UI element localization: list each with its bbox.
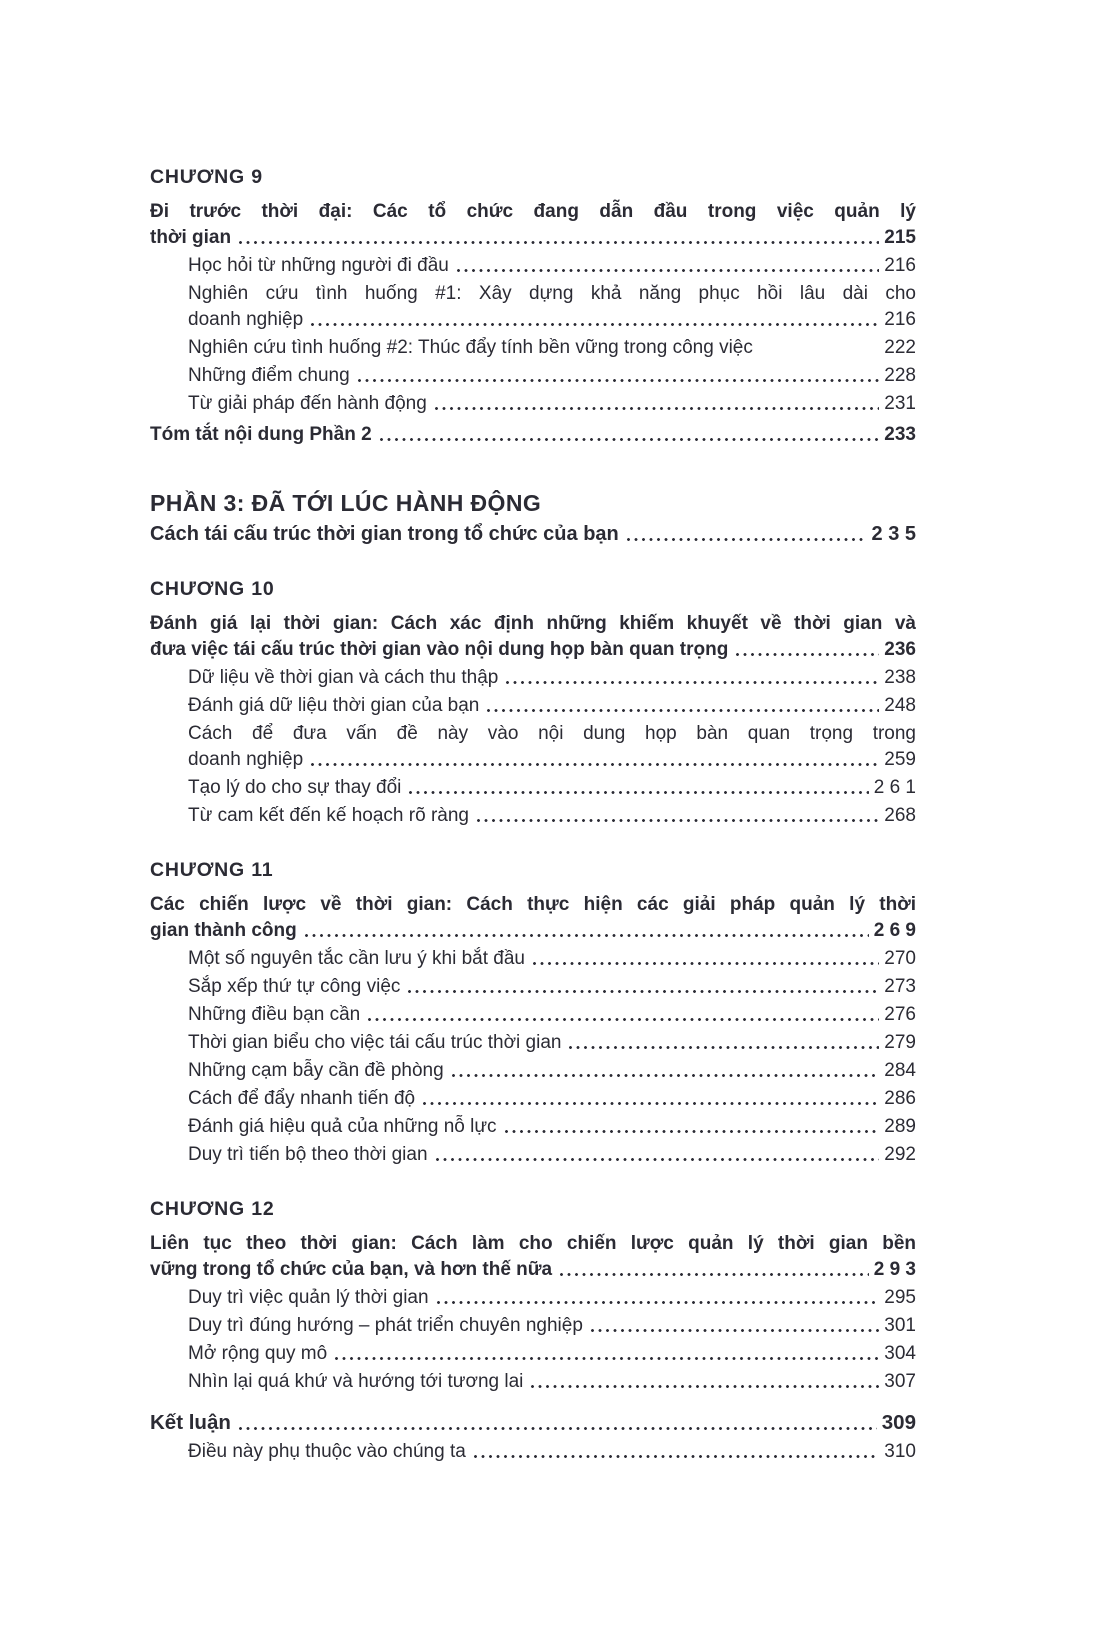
chapter-title-entry xyxy=(150,611,916,663)
chapter-heading: CHƯƠNG 10 xyxy=(150,578,275,600)
chapter-title-entry xyxy=(150,892,916,944)
table-of-contents xyxy=(150,164,916,1467)
entry-text: gian thành công xyxy=(150,920,297,941)
dot-leader xyxy=(450,1072,880,1079)
toc-subentry xyxy=(188,1002,916,1028)
entry-text: Từ cam kết đến kế hoạch rõ ràng xyxy=(188,805,469,826)
chapter-heading: CHƯƠNG 12 xyxy=(150,1198,275,1220)
entry-row xyxy=(188,1086,916,1112)
entry-text: Những điều bạn cần xyxy=(188,1004,361,1025)
entry-row xyxy=(150,422,916,448)
chapter-title-entry xyxy=(150,199,916,251)
toc-subentry xyxy=(188,335,916,361)
dot-leader xyxy=(625,536,867,543)
toc-subentry xyxy=(188,391,916,417)
toc-subentry xyxy=(188,1369,916,1395)
page-number: 259 xyxy=(884,749,916,770)
toc-subentry xyxy=(188,281,916,333)
page-number: 216 xyxy=(884,255,916,276)
toc-subentry xyxy=(188,665,916,691)
entry-row xyxy=(188,1439,916,1465)
chapter-heading: CHƯƠNG 11 xyxy=(150,859,274,881)
toc-subentry xyxy=(188,693,916,719)
entry-row xyxy=(188,391,916,417)
dot-leader xyxy=(309,321,879,328)
dot-leader xyxy=(435,1299,880,1306)
dot-leader xyxy=(421,1100,879,1107)
dot-leader xyxy=(567,1044,879,1051)
page-number: 270 xyxy=(884,948,916,969)
entry-text: Học hỏi từ những người đi đầu xyxy=(188,255,449,276)
page-number: 309 xyxy=(881,1411,916,1434)
entry-text: Nghiên cứu tình huống #2: Thúc đẩy tính bền vững trong công việc xyxy=(188,337,753,358)
toc-subentry xyxy=(188,1142,916,1168)
entry-row xyxy=(188,335,916,361)
entry-row xyxy=(188,803,916,829)
entry-text: Duy trì tiến bộ theo thời gian xyxy=(188,1144,428,1165)
dot-leader xyxy=(472,1453,879,1460)
dot-leader xyxy=(309,761,879,768)
entry-row xyxy=(188,974,916,1000)
dot-leader xyxy=(433,405,879,412)
entry-row xyxy=(150,637,916,663)
dot-leader xyxy=(503,1128,880,1135)
entry-text: Mở rộng quy mô xyxy=(188,1343,328,1364)
dot-leader xyxy=(333,1355,879,1362)
entry-row xyxy=(150,1409,916,1437)
page-number: 215 xyxy=(884,227,916,248)
entry-text: Từ giải pháp đến hành động xyxy=(188,393,427,414)
entry-text: Nhìn lại quá khứ và hướng tới tương lai xyxy=(188,1371,524,1392)
page-number: 276 xyxy=(884,1004,916,1025)
entry-row xyxy=(150,520,916,548)
entry-text: Một số nguyên tắc cần lưu ý khi bắt đầu xyxy=(188,948,525,969)
toc-subentry xyxy=(188,974,916,1000)
entry-row xyxy=(188,1114,916,1140)
dot-leader xyxy=(407,789,868,796)
entry-row xyxy=(188,693,916,719)
page-number: 310 xyxy=(884,1441,916,1462)
entry-row xyxy=(150,1257,916,1283)
entry-text-line: Liên tục theo thời gian: Cách làm cho chiến lược quản lý thời gian bền xyxy=(150,1233,916,1254)
dot-leader xyxy=(558,1271,869,1278)
entry-row xyxy=(188,363,916,389)
entry-row xyxy=(188,253,916,279)
entry-row xyxy=(188,775,916,801)
entry-text: đưa việc tái cấu trúc thời gian vào nội dung họp bàn quan trọng xyxy=(150,639,729,660)
entry-row xyxy=(188,1030,916,1056)
entry-text: Những cạm bẫy cần đề phòng xyxy=(188,1060,444,1081)
page-number: 273 xyxy=(884,976,916,997)
page-number: 301 xyxy=(884,1315,916,1336)
page-number: 216 xyxy=(884,309,916,330)
dot-leader xyxy=(485,707,879,714)
page-number: 304 xyxy=(884,1343,916,1364)
entry-text-line: Đi trước thời đại: Các tổ chức đang dẫn đầu trong việc quản lý xyxy=(150,201,916,222)
toc-subentry xyxy=(188,775,916,801)
entry-text: doanh nghiệp xyxy=(188,749,304,770)
dot-leader xyxy=(378,436,880,443)
page-number: 2 3 5 xyxy=(871,523,916,545)
entry-text: Sắp xếp thứ tự công việc xyxy=(188,976,401,997)
dot-leader xyxy=(237,239,879,246)
entry-row xyxy=(188,1369,916,1395)
entry-text: thời gian xyxy=(150,227,232,248)
dot-leader xyxy=(589,1327,879,1334)
page-number: 248 xyxy=(884,695,916,716)
page-number: 307 xyxy=(884,1371,916,1392)
page-number: 236 xyxy=(884,639,916,660)
toc-subentry xyxy=(188,1439,916,1465)
toc-subentry xyxy=(188,1341,916,1367)
entry-row xyxy=(188,665,916,691)
chapter-heading: CHƯƠNG 9 xyxy=(150,166,263,188)
toc-subentry xyxy=(188,946,916,972)
part-heading: PHẦN 3: ĐÃ TỚI LÚC HÀNH ĐỘNG xyxy=(150,490,542,516)
toc-subentry xyxy=(188,1114,916,1140)
entry-row xyxy=(188,1002,916,1028)
entry-text-line: Cách để đưa vấn đề này vào nội dung họp bàn quan trọng trong xyxy=(188,723,916,744)
page-number: 279 xyxy=(884,1032,916,1053)
page-number: 2 6 1 xyxy=(873,777,916,798)
entry-text: vững trong tổ chức của bạn, và hơn thế nữa xyxy=(150,1259,553,1280)
toc-subentry xyxy=(188,1030,916,1056)
entry-row xyxy=(188,307,916,333)
entry-text-line: Các chiến lược về thời gian: Cách thực hiện các giải pháp quản lý thời xyxy=(150,894,916,915)
entry-row xyxy=(150,918,916,944)
entry-row xyxy=(150,225,916,251)
entry-text: Thời gian biểu cho việc tái cấu trúc thời gian xyxy=(188,1032,562,1053)
dot-leader xyxy=(531,960,879,967)
entry-row xyxy=(188,946,916,972)
toc-subentry xyxy=(188,721,916,773)
entry-row xyxy=(188,1313,916,1339)
page-number: 2 9 3 xyxy=(873,1259,916,1280)
entry-row xyxy=(188,1285,916,1311)
dot-leader xyxy=(529,1383,879,1390)
dot-leader xyxy=(366,1016,879,1023)
toc-subentry xyxy=(188,803,916,829)
page-number: 289 xyxy=(884,1116,916,1137)
page-number: 2 6 9 xyxy=(873,920,916,941)
entry-text: Những điểm chung xyxy=(188,365,350,386)
entry-text: Duy trì việc quản lý thời gian xyxy=(188,1287,429,1308)
conclusion-entry xyxy=(150,1409,916,1437)
entry-text: Cách để đẩy nhanh tiến độ xyxy=(188,1088,416,1109)
chapter-title-entry xyxy=(150,1231,916,1283)
page-number: 228 xyxy=(884,365,916,386)
toc-subentry xyxy=(188,1058,916,1084)
entry-text: Duy trì đúng hướng – phát triển chuyên nghiệp xyxy=(188,1315,583,1336)
entry-row xyxy=(188,1142,916,1168)
entry-text: Dữ liệu về thời gian và cách thu thập xyxy=(188,667,499,688)
toc-subentry xyxy=(188,363,916,389)
entry-text-line: Đánh giá lại thời gian: Cách xác định những khiếm khuyết về thời gian và xyxy=(150,613,916,634)
entry-text: Điều này phụ thuộc vào chúng ta xyxy=(188,1441,466,1462)
entry-text: Kết luận xyxy=(150,1411,231,1434)
dot-leader xyxy=(237,1425,877,1432)
page-number: 238 xyxy=(884,667,916,688)
dot-leader xyxy=(406,988,879,995)
page-number: 292 xyxy=(884,1144,916,1165)
page-number: 233 xyxy=(884,424,916,445)
dot-leader xyxy=(475,817,879,824)
entry-text: Tạo lý do cho sự thay đổi xyxy=(188,777,402,798)
entry-text: doanh nghiệp xyxy=(188,309,304,330)
dot-leader xyxy=(504,679,879,686)
toc-subentry xyxy=(188,253,916,279)
toc-subentry xyxy=(188,1285,916,1311)
dot-leader xyxy=(734,651,879,658)
toc-subentry xyxy=(188,1086,916,1112)
toc-subentry xyxy=(188,1313,916,1339)
entry-text: Đánh giá hiệu quả của những nỗ lực xyxy=(188,1116,497,1137)
entry-text-line: Nghiên cứu tình huống #1: Xây dựng khả năng phục hồi lâu dài cho xyxy=(188,283,916,304)
dot-leader xyxy=(455,267,879,274)
entry-row xyxy=(188,1058,916,1084)
page-number: 222 xyxy=(884,337,916,358)
page-number: 231 xyxy=(884,393,916,414)
dot-leader xyxy=(356,377,880,384)
dot-leader xyxy=(303,932,869,939)
entry-text: Tóm tắt nội dung Phần 2 xyxy=(150,424,372,445)
entry-row xyxy=(188,1341,916,1367)
entry-text: Cách tái cấu trúc thời gian trong tổ chức của bạn xyxy=(150,523,619,545)
page-number: 286 xyxy=(884,1088,916,1109)
dot-leader xyxy=(434,1156,880,1163)
page-number: 295 xyxy=(884,1287,916,1308)
entry-row xyxy=(188,747,916,773)
page-number: 284 xyxy=(884,1060,916,1081)
entry-text: Đánh giá dữ liệu thời gian của bạn xyxy=(188,695,480,716)
page-number: 268 xyxy=(884,805,916,826)
part-subtitle-entry xyxy=(150,520,916,548)
summary-entry xyxy=(150,422,916,448)
